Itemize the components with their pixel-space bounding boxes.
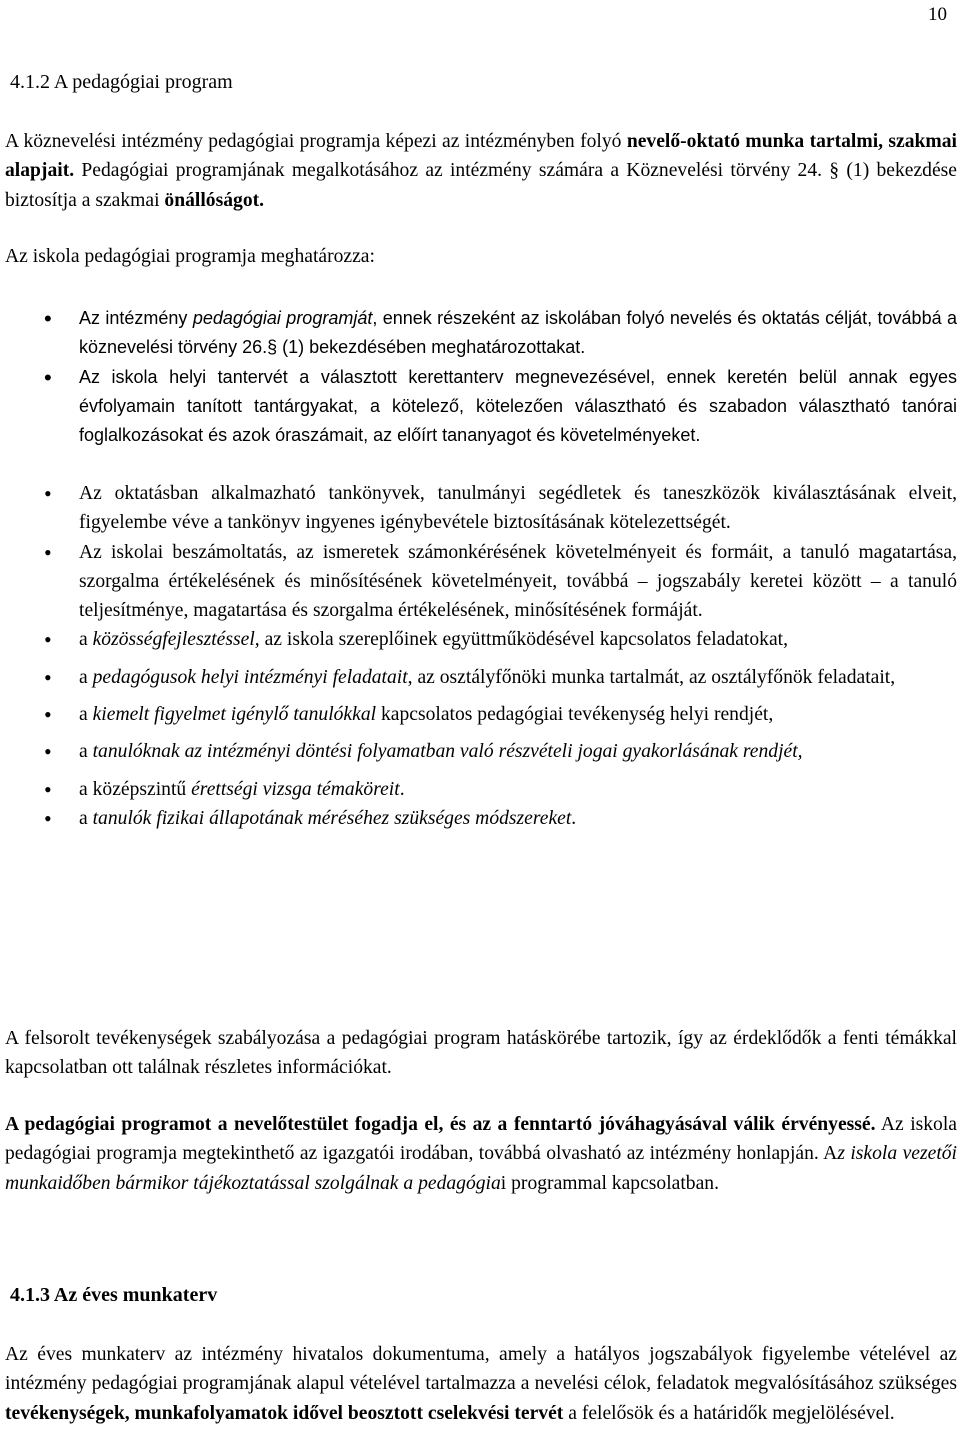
approval-paragraph [5, 1110, 957, 1198]
section-heading-4-1-3: 4.1.3 Az éves munkaterv [10, 1284, 218, 1306]
list-item [0, 304, 957, 363]
text-run: A pedagógiai programot a nevelőtestület fogadja el, és az a fenntartó jóváhagyásával válik érvényessé. [5, 1114, 876, 1135]
text-run: Az iskolai beszámoltatás, az ismeretek számonkérésének követelményeit és formáit, a tanuló magatartása, szorgalma értékelésének és minősítésének követelményeit, továbbá – jogszabály keretei között – a tanuló teljesítménye, magatartása és szorgalma értékelésének, minősítésének formáját. [79, 541, 957, 622]
list-item [0, 775, 957, 804]
section-heading-4-1-2: 4.1.2 A pedagógiai program [10, 71, 233, 93]
text-run: . [571, 807, 577, 829]
text-run: Az éves munkaterv az intézmény hivatalos dokumentuma, amely a hatályos jogszabályok figyelembe vételével az intézmény pedagógiai programjának alapul vételével tartalmazza a nevelési célok, feladatok megvalósításához szükséges [5, 1344, 957, 1395]
intro-bold-2: önállóságot. [164, 189, 265, 211]
intro-text-1: A köznevelési intézmény pedagógiai programja képezi az intézményben folyó [5, 131, 627, 152]
text-run: , az osztályfőnöki munka tartalmát, az osztályfőnök feladatait, [407, 666, 896, 688]
text-run: tevékenységek, munkafolyamatok idővel beosztott cselekvési tervét [5, 1402, 564, 1424]
text-run: kiemelt figyelmet igénylő tanulókkal [92, 704, 377, 726]
text-run: i programmal kapcsolatban. [500, 1172, 719, 1194]
text-run: a [79, 629, 93, 651]
text-run: a felelősök és a határidők megjelölésével. [563, 1402, 895, 1424]
text-run: z iskola vezetői munkaidőben bármikor tájékoztatással szolgálnak a pedagógia [5, 1143, 957, 1194]
text-run: pedagógiai programját [192, 308, 373, 328]
program-contents-list-a [0, 304, 957, 450]
list-item [0, 737, 957, 766]
text-run: . [399, 778, 405, 800]
text-run: a [79, 741, 93, 763]
scope-paragraph: A felsorolt tevékenységek szabályozása a pedagógiai program hatáskörébe tartozik, így az érdeklődők a fenti témákkal kapcsolatban ott találnak részletes információkat. [5, 1028, 957, 1079]
list-item [0, 363, 957, 451]
text-run: Az iskola helyi tantervét a választott kerettanterv megnevezésével, ennek keretén belül annak egyes évfolyamain tanított tantárgyakat, a kötelező, kötelezően választható és szabadon választható tanórai foglalkozásokat és azok óraszámait, az előírt tananyagot és követelményeket. [79, 366, 957, 446]
text-run: tanulók fizikai állapotának méréséhez szükséges módszereket [92, 807, 572, 829]
text-run: közösségfejlesztéssel, [92, 629, 260, 651]
text-run: pedagógusok helyi intézményi feladatait [92, 666, 408, 688]
work-plan-paragraph [5, 1340, 957, 1428]
text-run: érettségi vizsga témaköreit [191, 778, 400, 800]
program-contents-list-b [0, 479, 957, 833]
text-run: az iskola szereplőinek együttműködésével kapcsolatos feladatokat, [259, 629, 788, 651]
text-run: Az intézmény [79, 308, 193, 328]
text-run: tanulóknak az intézményi döntési folyamatban való részvételi jogai gyakorlásának rendjét, [92, 741, 803, 763]
text-run: , ennek részeként az iskolában folyó nevelés és oktatás célját, továbbá a köznevelési törvény 26.§ (1) bekezdésében meghatározottakat. [79, 308, 957, 358]
text-run: Az oktatásban alkalmazható tankönyvek, tanulmányi segédletek és taneszközök kiválasztásának elveit, figyelembe véve a tankönyv ingyenes igénybevétele biztosításának kötelezettségét. [79, 483, 957, 534]
page-number: 10 [928, 4, 947, 25]
list-item [0, 700, 957, 729]
text-run: a középszintű [79, 778, 192, 800]
intro-text-2: Pedagógiai programjának megalkotásához az intézmény számára a Köznevelési törvény 24. § (1) bekezdése biztosítja a szakmai [5, 160, 957, 211]
lead-in-paragraph: Az iskola pedagógiai programja meghatározza: [5, 246, 375, 267]
list-item [0, 663, 957, 692]
text-run: kapcsolatos pedagógiai tevékenység helyi rendjét, [376, 704, 774, 726]
text-run: a [79, 807, 93, 829]
text-run: a [79, 666, 93, 688]
text-run: Az iskola pedagógiai programja megtekinthető az igazgatói irodában, továbbá olvasható az intézmény honlapján. A [5, 1114, 957, 1165]
intro-bold-1: nevelő-oktató munka tartalmi, szakmai alapjait. [5, 131, 957, 182]
list-item [0, 625, 957, 654]
intro-paragraph [5, 127, 957, 215]
list-item [0, 804, 957, 833]
list-item [0, 479, 957, 538]
list-item [0, 538, 957, 626]
text-run: a [79, 704, 93, 726]
